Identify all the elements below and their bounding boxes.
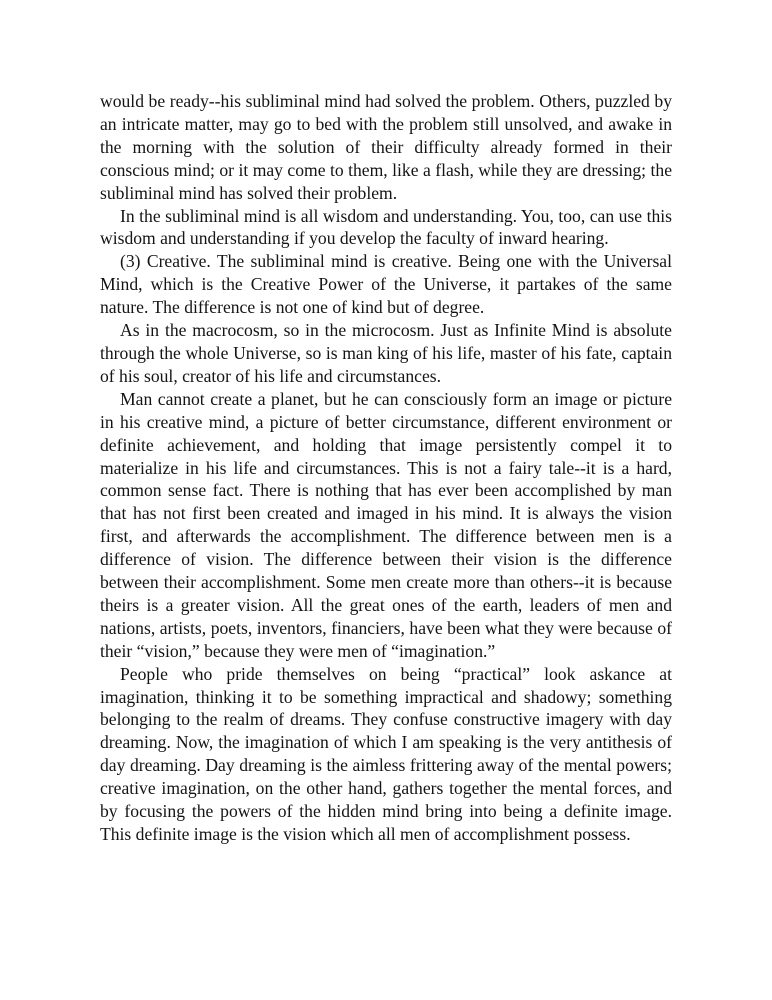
paragraph-macrocosm: As in the macrocosm, so in the microcosm. Just as Infinite Mind is absolute through the whole Universe, so is man king of his life, master of his fate, captain of his soul, creator of his life and circumstances. bbox=[100, 320, 672, 386]
paragraph-vision: Man cannot create a planet, but he can consciously form an image or picture in his creative mind, a picture of better circumstance, different environment or definite achievement, and holding that image persistently compel it to materialize in his life and circumstances. This is not a fairy tale--it is a hard, common sense fact. There is nothing that has ever been accomplished by man that has not first been created and imaged in his mind. It is always the vision first, and afterwards the accomplishment. The difference between men is a difference of vision. The difference between their vision is the difference between their accomplishment. Some men create more than others--it is because theirs is a greater vision. All the great ones of the earth, leaders of men and nations, artists, poets, inventors, financiers, have been what they were because of their “vision,” because they were men of “imagination.” bbox=[100, 388, 672, 661]
paragraph-continuation: would be ready--his subliminal mind had solved the problem. Others, puzzled by an intricate matter, may go to bed with the problem still unsolved, and awake in the morning with the solution of their difficulty already formed in their conscious mind; or it may come to them, like a flash, while they are dressing; the subliminal mind has solved their problem. bbox=[100, 91, 672, 203]
paragraph-imagination: People who pride themselves on being “practical” look askance at imagination, thinking it to be something impractical and shadowy; something belonging to the realm of dreams. They confuse constructive imagery with day dreaming. Now, the imagination of which I am speaking is the very antithesis of day dreaming. Day dreaming is the aimless frittering away of the mental powers; creative imagination, on the other hand, gathers together the mental forces, and by focusing the powers of the hidden mind bring into being a definite image. This definite image is the vision which all men of accomplishment possess. bbox=[100, 663, 672, 844]
paragraph-creative: (3) Creative. The subliminal mind is creative. Being one with the Universal Mind, which is the Creative Power of the Universe, it partakes of the same nature. The difference is not one of kind but of degree. bbox=[100, 251, 672, 318]
paragraph-wisdom: In the subliminal mind is all wisdom and understanding. You, too, can use this wisdom and understanding if you develop the faculty of inward hearing. bbox=[100, 205, 672, 249]
page-body bbox=[100, 90, 672, 846]
